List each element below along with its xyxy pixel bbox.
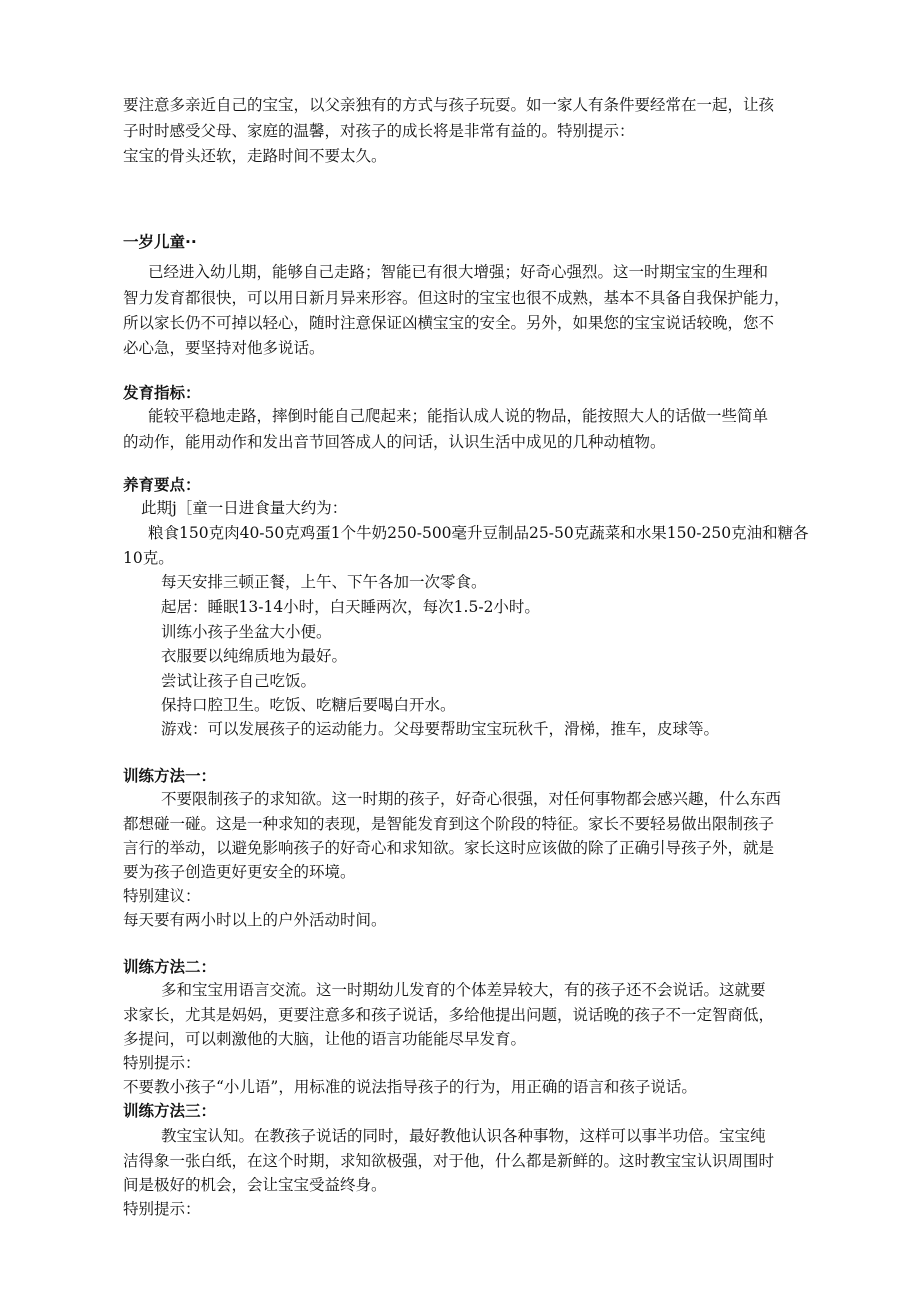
care-line-7: 衣服要以纯绵质地为最好。: [161, 647, 348, 665]
method-1-line-3: 言行的举动，以避免影响孩子的好奇心和求知欲。家长这时应该做的除了正确引导孩子外，就是: [123, 839, 775, 857]
development-line-2: 的动作，能用动作和发出音节回答成人的问话，认识生活中成见的几种动植物。: [123, 433, 666, 451]
intro-line-3: 宝宝的骨头还软，走路时间不要太久。: [123, 147, 387, 165]
method-3-line-4: 特别提示：: [123, 1200, 201, 1218]
care-line-10: 游戏：可以发展孩子的运动能力。父母要帮助宝宝玩秋千，滑梯，推车，皮球等。: [161, 720, 720, 738]
method-3-line-2: 洁得象一张白纸，在这个时期，求知欲极强，对于他，什么都是新鲜的。这时教宝宝认识周围时: [123, 1152, 775, 1170]
method-2-line-2: 求家长，尤其是妈妈，更要注意多和孩子说话，多给他提出问题，说话晚的孩子不一定智商低，: [123, 1006, 775, 1024]
intro-line-1: 要注意多亲近自己的宝宝，以父亲独有的方式与孩子玩耍。如一家人有条件要经常在一起，让孩: [123, 96, 775, 114]
section-heading-method-1: 训练方法一：: [123, 767, 217, 785]
method-1-line-4: 要为孩子创造更好更安全的环境。: [123, 863, 356, 881]
method-2-line-3: 多提问，可以刺激他的大脑，让他的语言功能能尽早发育。: [123, 1030, 527, 1048]
care-line-4: 每天安排三顿正餐，上午、下午各加一次零食。: [161, 573, 487, 591]
care-line-1: 此期j［童一日进食量大约为：: [141, 499, 348, 517]
section-heading-one-year: 一岁儿童··: [123, 233, 197, 251]
care-line-2: 粮食150克肉40-50克鸡蛋1个牛奶250-500毫升豆制品25-50克蔬菜和水果150-250克油和糖各: [148, 524, 809, 542]
section-heading-method-3: 训练方法三：: [123, 1102, 217, 1120]
method-3-line-1: 教宝宝认知。在教孩子说话的同时，最好教他认识各种事物，这样可以事半功倍。宝宝纯: [161, 1127, 766, 1145]
section-heading-development: 发育指标：: [123, 384, 201, 402]
development-line-1: 能较平稳地走路，摔倒时能自己爬起来；能指认成人说的物品，能按照大人的话做一些简单: [148, 407, 769, 425]
intro-line-2: 子时时感受父母、家庭的温馨，对孩子的成长将是非常有益的。特别提示：: [123, 122, 635, 140]
one-year-line-3: 所以家长仍不可掉以轻心，随时注意保证凶横宝宝的安全。另外，如果您的宝宝说话较晚，您不: [123, 314, 775, 332]
one-year-line-4: 必心急，要坚持对他多说话。: [123, 339, 325, 357]
one-year-line-1: 已经进入幼儿期，能够自己走路；智能已有很大增强；好奇心强烈。这一时期宝宝的生理和: [148, 263, 769, 281]
one-year-line-2: 智力发育都很快，可以用日新月异来形容。但这时的宝宝也很不成熟，基本不具备自我保护能力，: [123, 289, 790, 307]
care-line-3: 10克。: [123, 549, 174, 567]
section-heading-care: 养育要点：: [123, 476, 201, 494]
section-heading-method-2: 训练方法二：: [123, 958, 217, 976]
care-line-8: 尝试让孩子自己吃饭。: [161, 672, 317, 690]
method-3-line-3: 间是极好的机会，会让宝宝受益终身。: [123, 1176, 387, 1194]
method-2-line-5: 不要教小孩子“小儿语”，用标准的说法指导孩子的行为，用正确的语言和孩子说话。: [123, 1078, 697, 1096]
method-1-line-6: 每天要有两小时以上的户外活动时间。: [123, 911, 387, 929]
method-1-line-2: 都想碰一碰。这是一种求知的表现，是智能发育到这个阶段的特征。家长不要轻易做出限制孩子: [123, 815, 775, 833]
method-2-line-1: 多和宝宝用语言交流。这一时期幼儿发育的个体差异较大，有的孩子还不会说话。这就要: [161, 981, 766, 999]
method-1-line-5: 特别建议：: [123, 887, 201, 905]
method-2-line-4: 特别提示：: [123, 1054, 201, 1072]
care-line-5: 起居：睡眠13-14小时，白天睡两次，每次1.5-2小时。: [161, 598, 540, 616]
care-line-6: 训练小孩子坐盆大小便。: [161, 623, 332, 641]
care-line-9: 保持口腔卫生。吃饭、吃糖后要喝白开水。: [161, 696, 456, 714]
method-1-line-1: 不要限制孩子的求知欲。这一时期的孩子，好奇心很强，对任何事物都会感兴趣，什么东西: [161, 790, 782, 808]
